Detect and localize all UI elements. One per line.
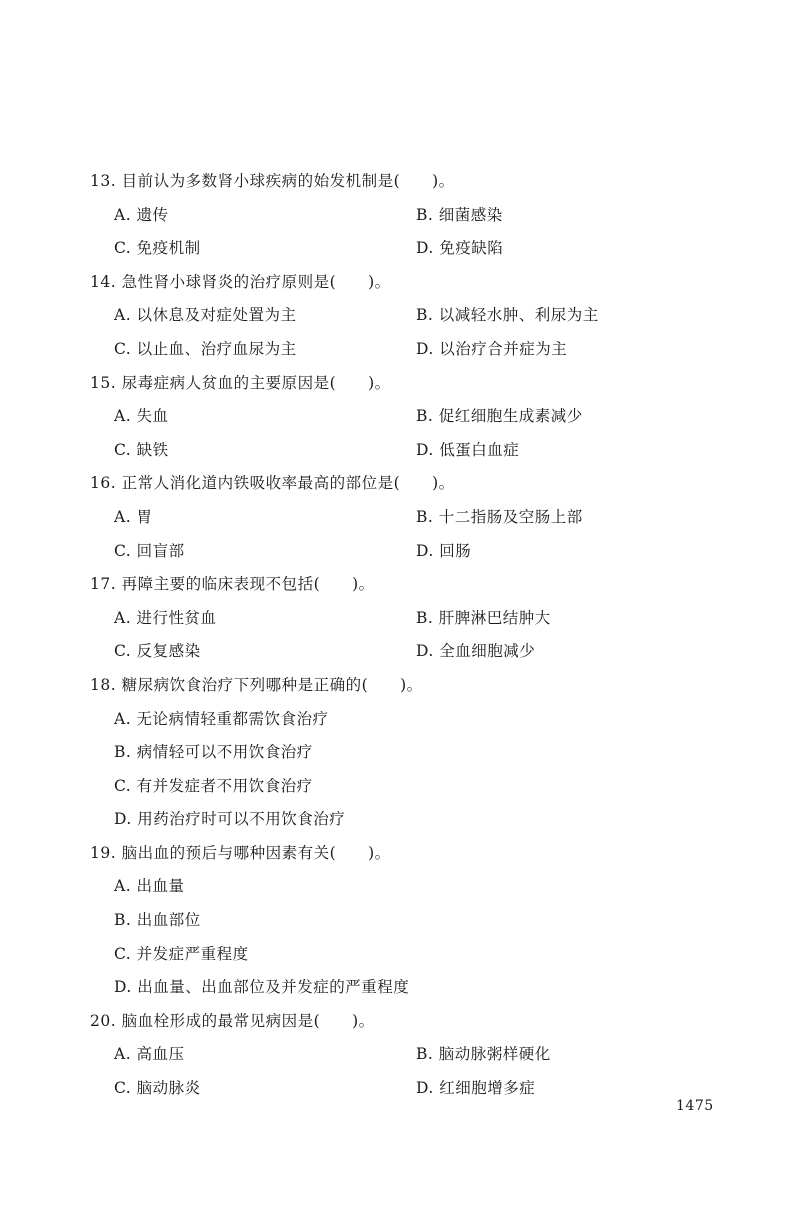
option-b: B. 肝脾淋巴结肿大 <box>416 608 551 627</box>
option-c: C. 回盲部 <box>114 541 185 560</box>
option-row <box>90 434 730 468</box>
option-row <box>90 904 730 938</box>
option-row <box>90 199 730 233</box>
option-a: A. 失血 <box>114 407 169 426</box>
option-a: A. 胃 <box>114 507 153 526</box>
question-stem: 14. 急性肾小球肾炎的治疗原则是( )。 <box>90 272 391 291</box>
option-b: B. 促红细胞生成素减少 <box>416 407 583 426</box>
question-18 <box>90 669 730 837</box>
question-stem: 16. 正常人消化道内铁吸收率最高的部位是( )。 <box>90 474 455 493</box>
page-number: 1475 <box>676 1098 714 1114</box>
option-b: B. 十二指肠及空肠上部 <box>416 507 583 526</box>
question-stem: 19. 脑出血的预后与哪种因素有关( )。 <box>90 843 391 862</box>
option-c: C. 以止血、治疗血尿为主 <box>114 339 297 358</box>
option-c: C. 有并发症者不用饮食治疗 <box>114 776 313 795</box>
question-15 <box>90 367 730 468</box>
option-row <box>90 501 730 535</box>
option-row <box>90 535 730 569</box>
question-16 <box>90 467 730 568</box>
option-c: C. 缺铁 <box>114 440 169 459</box>
option-row <box>90 803 730 837</box>
question-19 <box>90 837 730 1005</box>
option-d: D. 用药治疗时可以不用饮食治疗 <box>114 810 346 829</box>
question-stem: 20. 脑血栓形成的最常见病因是( )。 <box>90 1011 375 1030</box>
option-row <box>90 1038 730 1072</box>
question-list <box>90 165 730 1106</box>
option-row <box>90 938 730 972</box>
option-row <box>90 400 730 434</box>
question-stem: 17. 再障主要的临床表现不包括( )。 <box>90 575 375 594</box>
option-row <box>90 971 730 1005</box>
option-row <box>90 635 730 669</box>
option-b: B. 细菌感染 <box>416 205 503 224</box>
option-d: D. 红细胞增多症 <box>416 1079 536 1098</box>
option-c: C. 脑动脉炎 <box>114 1079 201 1098</box>
option-a: A. 高血压 <box>114 1045 185 1064</box>
option-b: B. 以减轻水肿、利尿为主 <box>416 306 599 325</box>
question-20 <box>90 1005 730 1106</box>
option-d: D. 出血量、出血部位及并发症的严重程度 <box>114 978 410 997</box>
option-a: A. 以休息及对症处置为主 <box>114 306 297 325</box>
option-row <box>90 703 730 737</box>
question-stem: 15. 尿毒症病人贫血的主要原因是( )。 <box>90 373 391 392</box>
option-c: C. 并发症严重程度 <box>114 944 249 963</box>
question-17 <box>90 568 730 669</box>
option-a: A. 出血量 <box>114 877 185 896</box>
option-d: D. 免疫缺陷 <box>416 239 504 258</box>
option-b: B. 脑动脉粥样硬化 <box>416 1045 551 1064</box>
option-d: D. 回肠 <box>416 541 472 560</box>
option-row <box>90 333 730 367</box>
question-14 <box>90 266 730 367</box>
question-stem: 18. 糖尿病饮食治疗下列哪种是正确的( )。 <box>90 675 423 694</box>
option-d: D. 低蛋白血症 <box>416 440 520 459</box>
option-a: A. 无论病情轻重都需饮食治疗 <box>114 709 329 728</box>
option-c: C. 反复感染 <box>114 642 201 661</box>
option-b: B. 出血部位 <box>114 911 201 930</box>
option-row <box>90 870 730 904</box>
option-row <box>90 299 730 333</box>
option-row <box>90 232 730 266</box>
option-row <box>90 770 730 804</box>
question-stem: 13. 目前认为多数肾小球疾病的始发机制是( )。 <box>90 172 455 190</box>
option-row <box>90 1072 730 1106</box>
option-c: C. 免疫机制 <box>114 239 201 258</box>
question-13 <box>90 165 730 266</box>
option-row <box>90 736 730 770</box>
option-d: D. 以治疗合并症为主 <box>416 339 568 358</box>
option-d: D. 全血细胞减少 <box>416 642 536 661</box>
option-a: A. 遗传 <box>114 205 169 224</box>
option-a: A. 进行性贫血 <box>114 608 217 627</box>
option-b: B. 病情轻可以不用饮食治疗 <box>114 743 313 762</box>
option-row <box>90 602 730 636</box>
